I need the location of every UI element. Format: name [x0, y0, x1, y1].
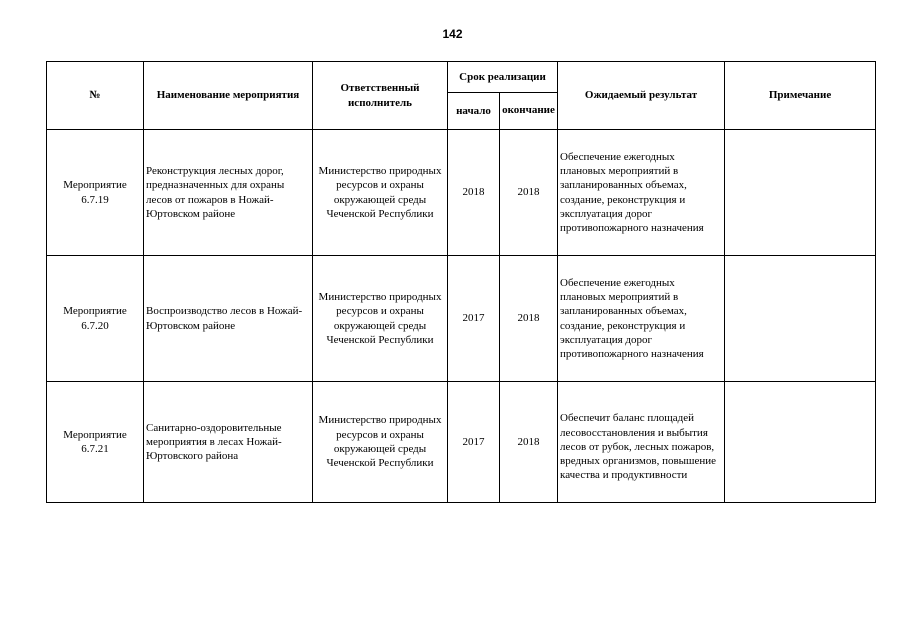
activity-executor: Министерство природных ресурсов и охраны окружающей среды Чеченской Республики [313, 256, 448, 382]
activity-name: Воспроизводство лесов в Ножай-Юртовском районе [144, 256, 313, 382]
activities-table [46, 61, 876, 503]
header-end: окончание [500, 93, 558, 130]
page-number: 142 [442, 27, 463, 41]
activity-end-year: 2018 [500, 130, 558, 256]
activity-executor: Министерство природных ресурсов и охраны окружающей среды Чеченской Республики [313, 130, 448, 256]
activity-start-year: 2018 [448, 130, 500, 256]
activity-note [725, 130, 876, 256]
activity-start-year: 2017 [448, 382, 500, 503]
activity-start-year: 2017 [448, 256, 500, 382]
activity-expected-result: Обеспечит баланс площадей лесовосстановления и выбытия лесов от рубок, лесных пожаров, вредных организмов, повышение качества и продуктивности [558, 382, 725, 503]
activity-note [725, 382, 876, 503]
table-row [47, 256, 876, 382]
activity-expected-result: Обеспечение ежегодных плановых мероприятий в запланированных объемах, создание, реконструкция и эксплуатация дорог противопожарного назначения [558, 256, 725, 382]
activity-executor: Министерство природных ресурсов и охраны окружающей среды Чеченской Республики [313, 382, 448, 503]
table-row [47, 130, 876, 256]
activity-number: Мероприятие 6.7.20 [47, 256, 144, 382]
header-period: Срок реализации [448, 62, 558, 93]
header-note: Примечание [725, 62, 876, 130]
activity-name: Санитарно-оздоровительные мероприятия в лесах Ножай-Юртовского района [144, 382, 313, 503]
activity-name: Реконструкция лесных дорог, предназначенных для охраны лесов от пожаров в Ножай-Юртовском районе [144, 130, 313, 256]
header-executor: Ответственный исполнитель [313, 62, 448, 130]
header-expected-result: Ожидаемый результат [558, 62, 725, 130]
header-start: начало [448, 93, 500, 130]
table-row [47, 382, 876, 503]
activity-end-year: 2018 [500, 256, 558, 382]
activity-expected-result: Обеспечение ежегодных плановых мероприятий в запланированных объемах, создание, реконструкция и эксплуатация дорог противопожарного назначения [558, 130, 725, 256]
header-number: № [47, 62, 144, 130]
activity-end-year: 2018 [500, 382, 558, 503]
activity-number: Мероприятие 6.7.21 [47, 382, 144, 503]
activity-number: Мероприятие 6.7.19 [47, 130, 144, 256]
activity-note [725, 256, 876, 382]
header-activity-name: Наименование мероприятия [144, 62, 313, 130]
